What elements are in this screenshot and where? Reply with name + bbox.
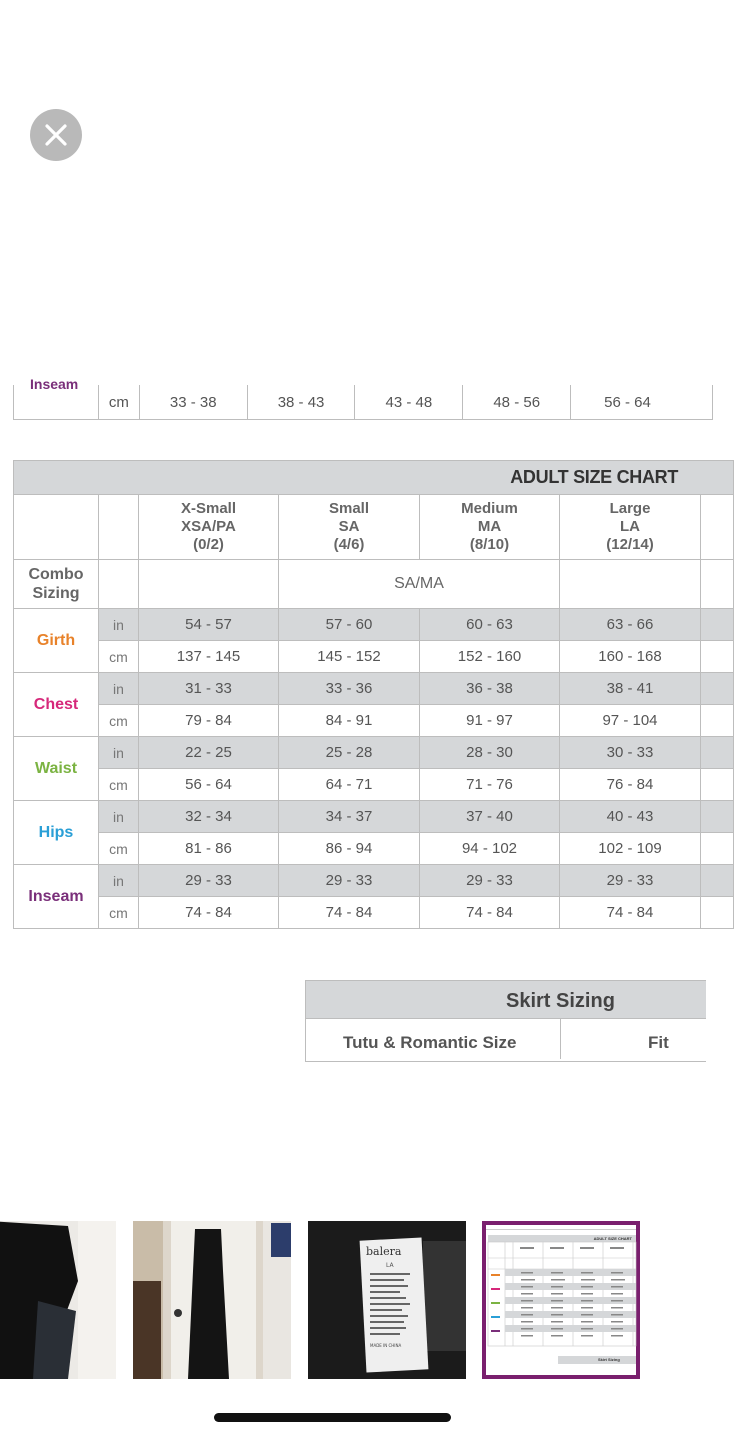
adult-size-chart	[13, 460, 734, 929]
empty-cell	[14, 495, 99, 560]
value-cell: 33 - 38	[139, 385, 247, 420]
empty-cell	[99, 560, 139, 609]
empty-cell	[139, 560, 279, 609]
empty-cell	[701, 801, 734, 833]
home-indicator[interactable]	[214, 1413, 451, 1422]
svg-text:LA: LA	[386, 1262, 394, 1269]
empty-cell	[14, 385, 99, 420]
value-cell: 74 - 84	[279, 897, 420, 929]
svg-text:MADE IN CHINA: MADE IN CHINA	[370, 1343, 402, 1348]
empty-cell	[701, 673, 734, 705]
value-cell: 160 - 168	[560, 641, 701, 673]
empty-cell	[701, 560, 734, 609]
value-cell: 137 - 145	[139, 641, 279, 673]
value-cell: 102 - 109	[560, 833, 701, 865]
value-cell: 145 - 152	[279, 641, 420, 673]
value-cell: 28 - 30	[420, 737, 560, 769]
unit-in: in	[99, 801, 139, 833]
measure-row-cm	[14, 641, 734, 673]
dress-on-door-image	[133, 1221, 291, 1379]
unit-cm: cm	[99, 833, 139, 865]
tutu-size-label: Tutu & Romantic Size	[343, 1033, 517, 1052]
value-cell: 71 - 76	[420, 769, 560, 801]
size-header-medium: Medium MA (8/10)	[420, 495, 560, 560]
unit-cell: cm	[98, 385, 139, 420]
value-cell: 84 - 91	[279, 705, 420, 737]
unit-in: in	[99, 737, 139, 769]
value-cell: 38 - 43	[247, 385, 355, 420]
thumbnail-4-selected[interactable]	[482, 1221, 640, 1379]
unit-cm: cm	[99, 705, 139, 737]
value-cell: 22 - 25	[139, 737, 279, 769]
empty-cell	[701, 769, 734, 801]
inseam-label-cut: Inseam	[30, 376, 79, 392]
empty-cell	[701, 609, 734, 641]
value-cell: 64 - 71	[279, 769, 420, 801]
chart-title: ADULT SIZE CHART	[14, 461, 734, 495]
value-cell: 29 - 33	[279, 865, 420, 897]
measure-row-in	[14, 673, 734, 705]
unit-in: in	[99, 609, 139, 641]
svg-text:balera: balera	[366, 1245, 402, 1258]
measure-label: Waist	[14, 737, 99, 801]
combo-sizing-label: Combo Sizing	[14, 560, 99, 609]
value-cell: 94 - 102	[420, 833, 560, 865]
value-cell: 74 - 84	[560, 897, 701, 929]
value-cell: 97 - 104	[560, 705, 701, 737]
close-icon	[44, 123, 68, 147]
kids-table-bottom	[13, 385, 713, 420]
value-cell: 74 - 84	[420, 897, 560, 929]
skirt-sizing-header	[306, 1019, 706, 1059]
empty-cell	[701, 737, 734, 769]
value-cell: 29 - 33	[139, 865, 279, 897]
size-header-xsmall: X-Small XSA/PA (0/2)	[139, 495, 279, 560]
unit-in: in	[99, 673, 139, 705]
empty-cell	[701, 495, 734, 560]
value-cell: 43 - 48	[355, 385, 463, 420]
measure-label: Girth	[14, 609, 99, 673]
measure-row-in	[14, 737, 734, 769]
measure-row-in	[14, 865, 734, 897]
unit-in: in	[99, 865, 139, 897]
value-cell: 63 - 66	[560, 609, 701, 641]
empty-cell	[99, 495, 139, 560]
measure-row-cm	[14, 833, 734, 865]
value-cell: 29 - 33	[420, 865, 560, 897]
value-cell: 81 - 86	[139, 833, 279, 865]
value-cell: 56 - 64	[571, 385, 713, 420]
unit-cm: cm	[99, 769, 139, 801]
value-cell: 32 - 34	[139, 801, 279, 833]
divider	[560, 1019, 561, 1059]
empty-cell	[701, 641, 734, 673]
empty-cell	[701, 705, 734, 737]
value-cell: 57 - 60	[279, 609, 420, 641]
measure-row-cm	[14, 705, 734, 737]
black-dress-image	[0, 1221, 116, 1379]
measure-label: Inseam	[14, 865, 99, 929]
combo-sizing-value: SA/MA	[279, 560, 560, 609]
value-cell: 76 - 84	[560, 769, 701, 801]
empty-cell	[701, 833, 734, 865]
mini-chart-grid	[488, 1242, 636, 1346]
value-cell: 56 - 64	[139, 769, 279, 801]
value-cell: 30 - 33	[560, 737, 701, 769]
empty-cell	[560, 560, 701, 609]
value-cell: 33 - 36	[279, 673, 420, 705]
image-viewer[interactable]	[0, 376, 679, 1052]
value-cell: 31 - 33	[139, 673, 279, 705]
measure-row-in	[14, 801, 734, 833]
skirt-sizing-table	[305, 980, 706, 1062]
value-cell: 25 - 28	[279, 737, 420, 769]
measure-row-in	[14, 609, 734, 641]
value-cell: 152 - 160	[420, 641, 560, 673]
measure-label: Chest	[14, 673, 99, 737]
value-cell: 40 - 43	[560, 801, 701, 833]
value-cell: 29 - 33	[560, 865, 701, 897]
thumbnail-1[interactable]	[0, 1221, 116, 1379]
value-cell: 86 - 94	[279, 833, 420, 865]
size-chart-mini: ADULT SIZE CHART Skirt Sizing	[486, 1225, 636, 1375]
unit-cm: cm	[99, 641, 139, 673]
value-cell: 79 - 84	[139, 705, 279, 737]
value-cell: 48 - 56	[463, 385, 571, 420]
value-cell: 60 - 63	[420, 609, 560, 641]
thumbnail-3[interactable]	[308, 1221, 466, 1379]
unit-cm: cm	[99, 897, 139, 929]
measure-row-cm	[14, 897, 734, 929]
empty-cell	[701, 865, 734, 897]
empty-cell	[701, 897, 734, 929]
garment-label-image	[308, 1221, 466, 1379]
value-cell: 36 - 38	[420, 673, 560, 705]
value-cell: 74 - 84	[139, 897, 279, 929]
value-cell: 91 - 97	[420, 705, 560, 737]
size-header-large: Large LA (12/14)	[560, 495, 701, 560]
value-cell: 38 - 41	[560, 673, 701, 705]
measure-row-cm	[14, 769, 734, 801]
close-button[interactable]	[30, 109, 82, 161]
thumbnail-2[interactable]	[133, 1221, 291, 1379]
value-cell: 34 - 37	[279, 801, 420, 833]
size-header-small: Small SA (4/6)	[279, 495, 420, 560]
value-cell: 54 - 57	[139, 609, 279, 641]
fit-label: Fit	[648, 1033, 669, 1052]
skirt-sizing-title: Skirt Sizing	[306, 981, 706, 1019]
measure-label: Hips	[14, 801, 99, 865]
value-cell: 37 - 40	[420, 801, 560, 833]
